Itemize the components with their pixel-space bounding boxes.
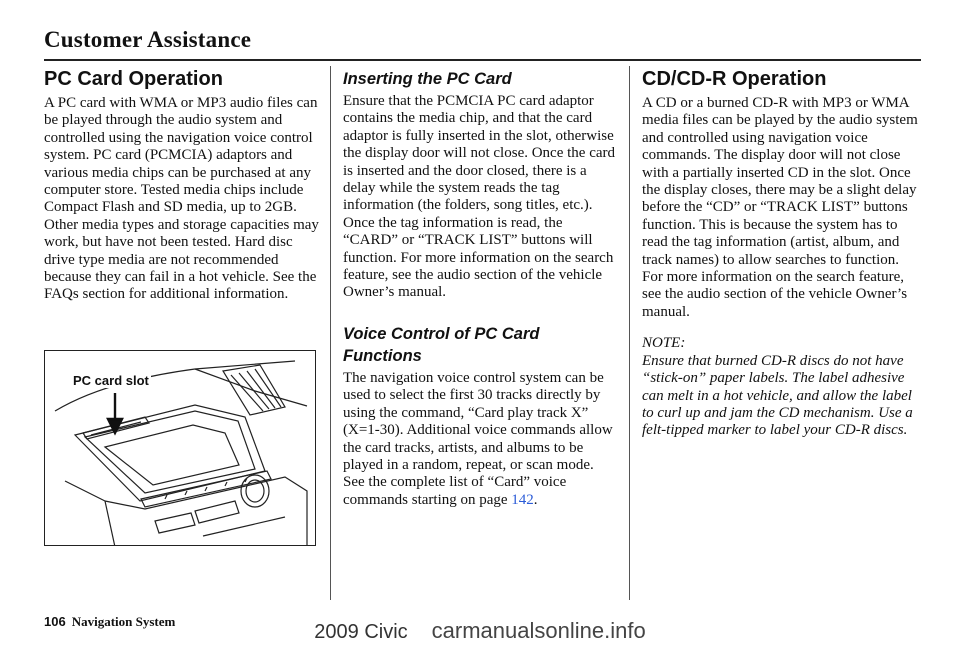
column-divider-1 [330, 66, 331, 600]
section-heading-voice-control-pc-card: Voice Control of PC Card Functions [343, 324, 540, 365]
page-number: 106 [44, 614, 66, 629]
pc-card-operation-text: A PC card with WMA or MP3 audio files can be played through the audio system and controlled using the navigation voice control system. PC card (PCMCIA) adaptors and various media chips can be purchased at any computer store. Tested media chips include Compact Flash and SD media, up to 2GB. Other media types and storage capacities may work, but have not been tested. Hard disc drive type media are not recommended because they can fail in a hot vehicle. See the FAQs section for additional information. [44, 95, 319, 303]
section-heading-inserting-pc-card: Inserting the PC Card [343, 70, 512, 88]
pc-card-slot-figure [44, 350, 316, 546]
header-rule [44, 59, 921, 61]
page-header-title: Customer Assistance [44, 27, 252, 52]
section-heading-cd-operation: CD/CD-R Operation [642, 68, 827, 90]
watermark-site: carmanualsonline.info [431, 618, 646, 643]
column-inserting-pc-card [343, 66, 619, 509]
section-heading-pc-card-operation: PC Card Operation [44, 68, 223, 90]
voice-control-body: The navigation voice control system can be used to select the first 30 tracks directly by using the command, “Card play track X” (X=1-30). Additional voice commands allow the card tracks, artists, and albums to be played in a random, repeat, or scan mode. See the complete list of “Card” voice commands starting on page [343, 369, 613, 508]
note-text: Ensure that burned CD-R discs do not have “stick-on” paper labels. The label adhesive can melt in a hot vehicle, and allow the label to curl up and jam the CD mechanism. Use a felt-tipped marker to label your CD-R discs. [642, 352, 913, 439]
page-link-142[interactable]: 142 [511, 491, 534, 508]
footer-section-title: Navigation System [71, 614, 176, 629]
voice-control-pc-card-text [343, 370, 619, 509]
column-pc-card-operation [44, 66, 320, 304]
note-label: NOTE: [642, 335, 686, 352]
column-divider-2 [629, 66, 630, 600]
column-cd-operation [642, 66, 918, 440]
voice-control-body-end: . [533, 491, 538, 508]
figure-label-pc-card-slot: PC card slot [73, 373, 149, 388]
inserting-pc-card-text: Ensure that the PCMCIA PC card adaptor contains the media chip, and that the card adaptor is fully inserted in the slot, otherwise the display door will not close. Once the card is inserted and the door closed, there is a delay while the system reads the tag information (the folders, song titles, etc.). Once the tag information is read, the “CARD” or “TRACK LIST” buttons will function. For more information on the search feature, see the audio section of the vehicle Owner’s manual. [343, 93, 616, 301]
watermark [0, 618, 960, 644]
watermark-model: 2009 Civic [314, 621, 408, 643]
cd-operation-text: A CD or a burned CD-R with MP3 or WMA media files can be played by the audio system and controlled using navigation voice commands. The display door will not close with a partially inserted CD in the slot. Once the display closes, there may be a slight delay before the “CD” or “TRACK LIST” buttons function. This is because the system has to read the tag information (artist, album, and track names) to allow searches to function. For more information on the search feature, see the audio section of the vehicle Owner’s manual. [642, 95, 918, 320]
